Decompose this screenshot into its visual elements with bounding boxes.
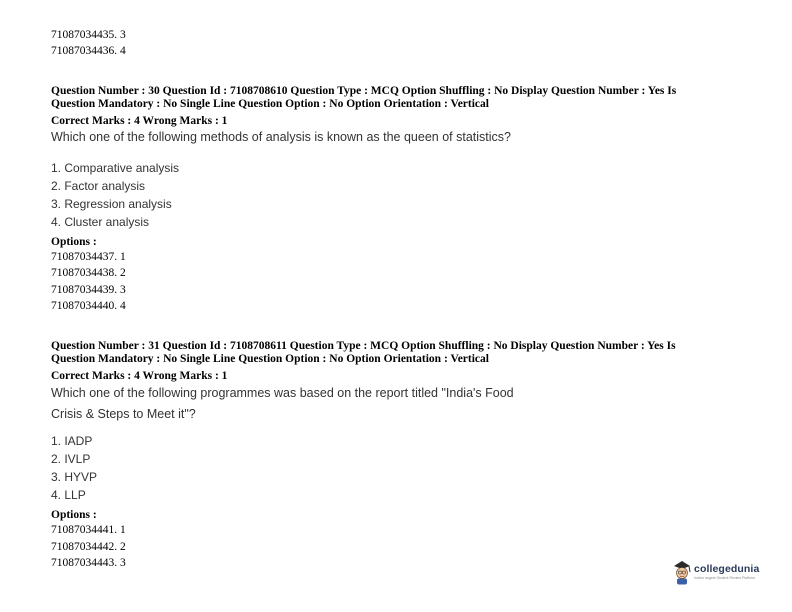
question-31-options-label: Options : xyxy=(51,509,97,521)
question-30-choice: 2. Factor analysis xyxy=(51,179,146,193)
option-id: 71087034437. 1 xyxy=(51,251,126,263)
option-id: 71087034440. 4 xyxy=(51,300,126,312)
logo-tagline: India's largest Student Review Platform xyxy=(694,576,755,580)
question-30-meta-line2: Question Mandatory : No Single Line Question Option : No Option Orientation : Vertical xyxy=(51,98,489,110)
question-30-marks: Correct Marks : 4 Wrong Marks : 1 xyxy=(51,115,228,127)
question-30-meta-line1: Question Number : 30 Question Id : 7108708610 Question Type : MCQ Option Shuffling : No Display Question Number : Yes Is xyxy=(51,85,677,97)
question-31-meta-line2: Question Mandatory : No Single Line Question Option : No Option Orientation : Vertical xyxy=(51,353,489,365)
question-30-choice: 1. Comparative analysis xyxy=(51,161,180,175)
question-31-choice: 1. IADP xyxy=(51,434,93,448)
option-id: 71087034435. 3 xyxy=(51,29,126,41)
question-31-choice: 4. LLP xyxy=(51,488,86,502)
question-30-text: Which one of the following methods of analysis is known as the queen of statistics? xyxy=(51,130,511,144)
question-31-choice: 3. HYVP xyxy=(51,470,98,484)
question-31-text-line2: Crisis & Steps to Meet it"? xyxy=(51,407,196,421)
option-id: 71087034438. 2 xyxy=(51,267,126,279)
question-31-choice: 2. IVLP xyxy=(51,452,91,466)
option-id: 71087034441. 1 xyxy=(51,524,126,536)
question-31-text-line1: Which one of the following programmes was based on the report titled "India's Food xyxy=(51,386,514,400)
question-31-meta-line1: Question Number : 31 Question Id : 7108708611 Question Type : MCQ Option Shuffling : No Display Question Number : Yes Is xyxy=(51,340,676,352)
question-30-options-label: Options : xyxy=(51,236,97,248)
question-31-marks: Correct Marks : 4 Wrong Marks : 1 xyxy=(51,370,228,382)
option-id: 71087034442. 2 xyxy=(51,541,126,553)
option-id: 71087034436. 4 xyxy=(51,45,126,57)
mascot-icon xyxy=(672,560,692,586)
question-30-choice: 3. Regression analysis xyxy=(51,197,172,211)
option-id: 71087034443. 3 xyxy=(51,557,126,569)
option-id: 71087034439. 3 xyxy=(51,284,126,296)
logo-wordmark: collegedunia xyxy=(694,563,760,575)
question-30-choice: 4. Cluster analysis xyxy=(51,215,150,229)
collegedunia-logo xyxy=(672,560,772,586)
